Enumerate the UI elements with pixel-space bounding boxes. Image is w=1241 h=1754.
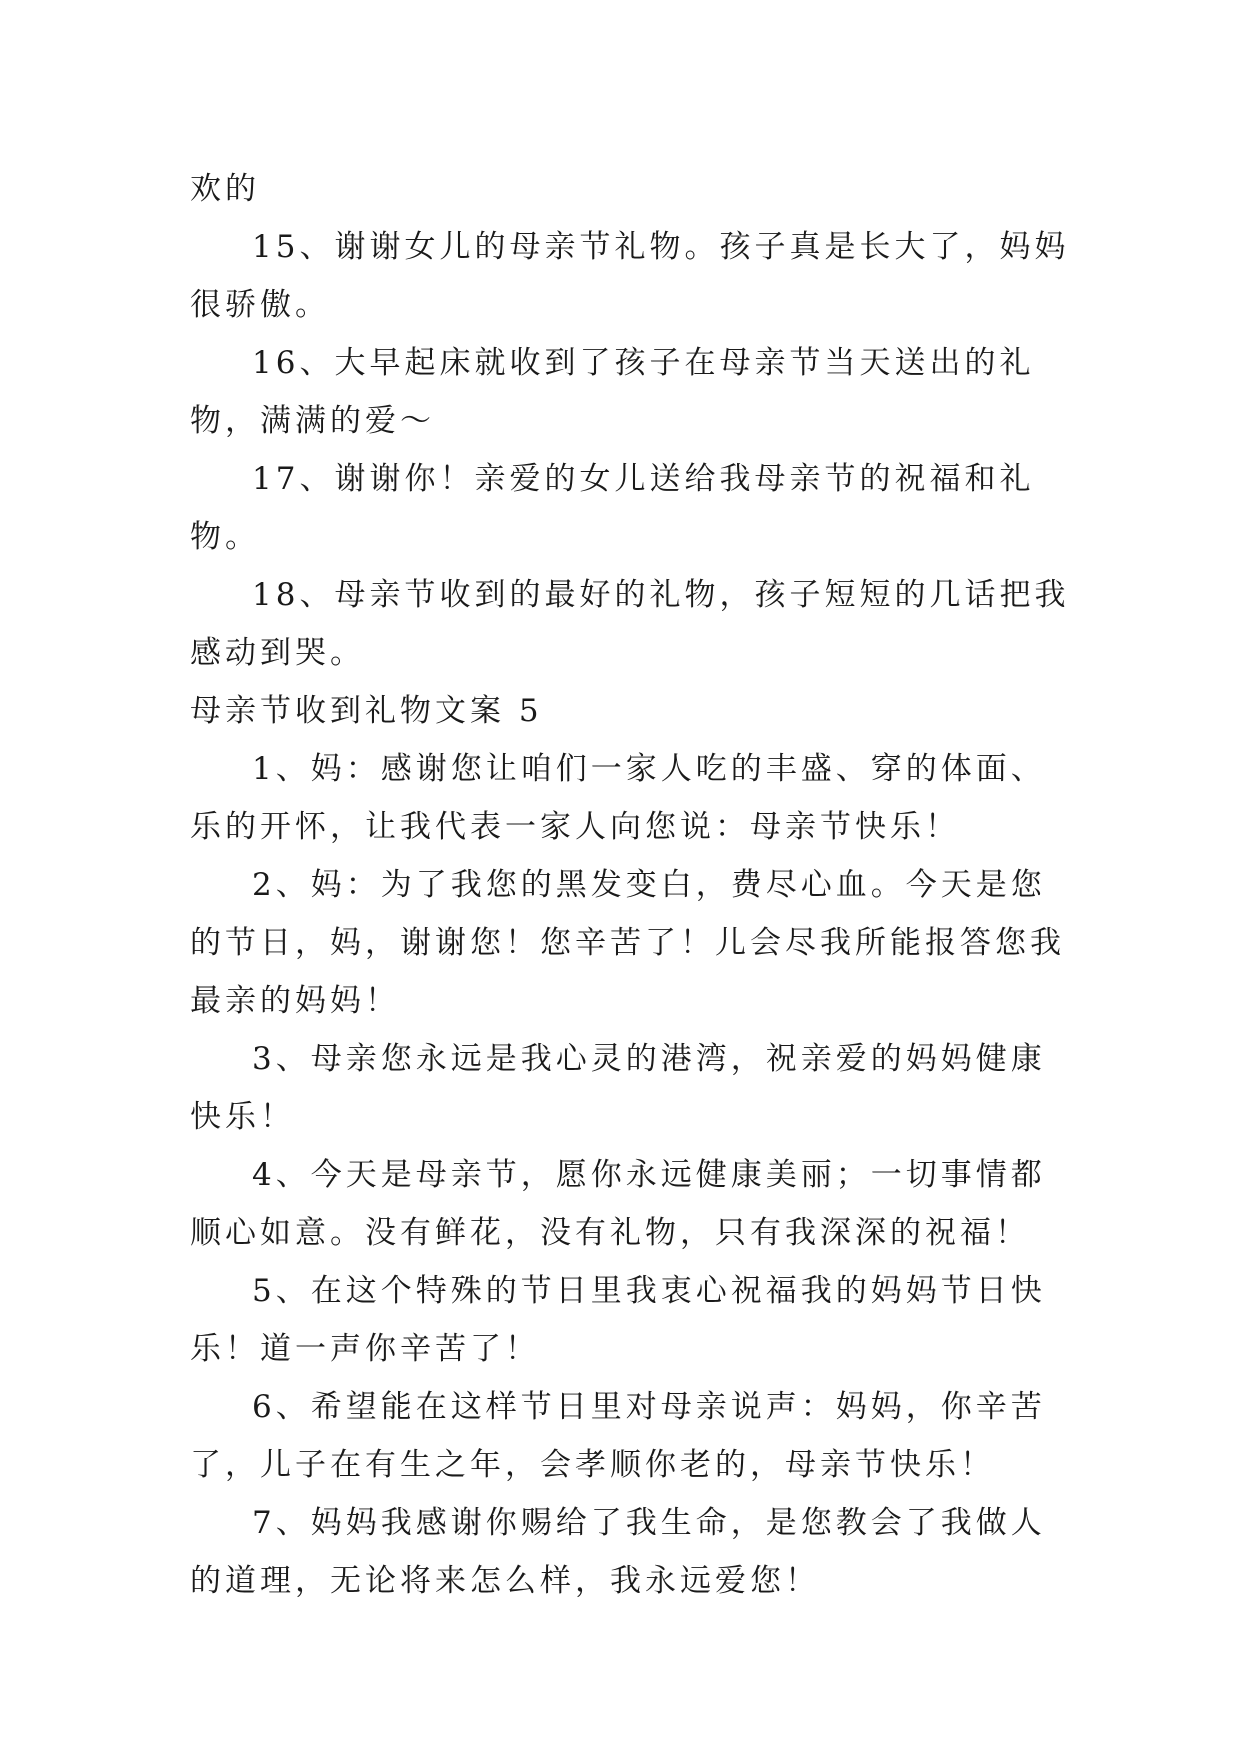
section-heading: 母亲节收到礼物文案 5 [190, 693, 543, 729]
paragraph-item-16: 16、大早起床就收到了孩子在母亲节当天送出的礼物，满满的爱～ [190, 345, 1035, 439]
paragraph-item-15: 15、谢谢女儿的母亲节礼物。孩子真是长大了，妈妈很骄傲。 [190, 229, 1070, 323]
document-body [190, 160, 1070, 1610]
paragraph-continuation: 欢的 [190, 171, 260, 207]
paragraph-item-5: 5、在这个特殊的节日里我衷心祝福我的妈妈节日快乐！道一声你辛苦了！ [190, 1273, 1046, 1367]
paragraph-item-6: 6、希望能在这样节日里对母亲说声：妈妈，你辛苦了，儿子在有生之年，会孝顺你老的，母亲节快乐！ [190, 1389, 1046, 1483]
paragraph-item-18: 18、母亲节收到的最好的礼物，孩子短短的几话把我感动到哭。 [190, 577, 1070, 671]
paragraph-item-2: 2、妈：为了我您的黑发变白，费尽心血。今天是您的节日，妈，谢谢您！您辛苦了！儿会尽我所能报答您我最亲的妈妈！ [190, 867, 1065, 1019]
paragraph-item-7: 7、妈妈我感谢你赐给了我生命，是您教会了我做人的道理，无论将来怎么样，我永远爱您！ [190, 1505, 1046, 1599]
paragraph-item-3: 3、母亲您永远是我心灵的港湾，祝亲爱的妈妈健康快乐！ [190, 1041, 1046, 1135]
paragraph-item-4: 4、今天是母亲节，愿你永远健康美丽；一切事情都顺心如意。没有鲜花，没有礼物，只有我深深的祝福！ [190, 1157, 1046, 1251]
paragraph-item-1: 1、妈：感谢您让咱们一家人吃的丰盛、穿的体面、乐的开怀，让我代表一家人向您说：母亲节快乐！ [190, 751, 1046, 845]
paragraph-item-17: 17、谢谢你！亲爱的女儿送给我母亲节的祝福和礼物。 [190, 461, 1035, 555]
